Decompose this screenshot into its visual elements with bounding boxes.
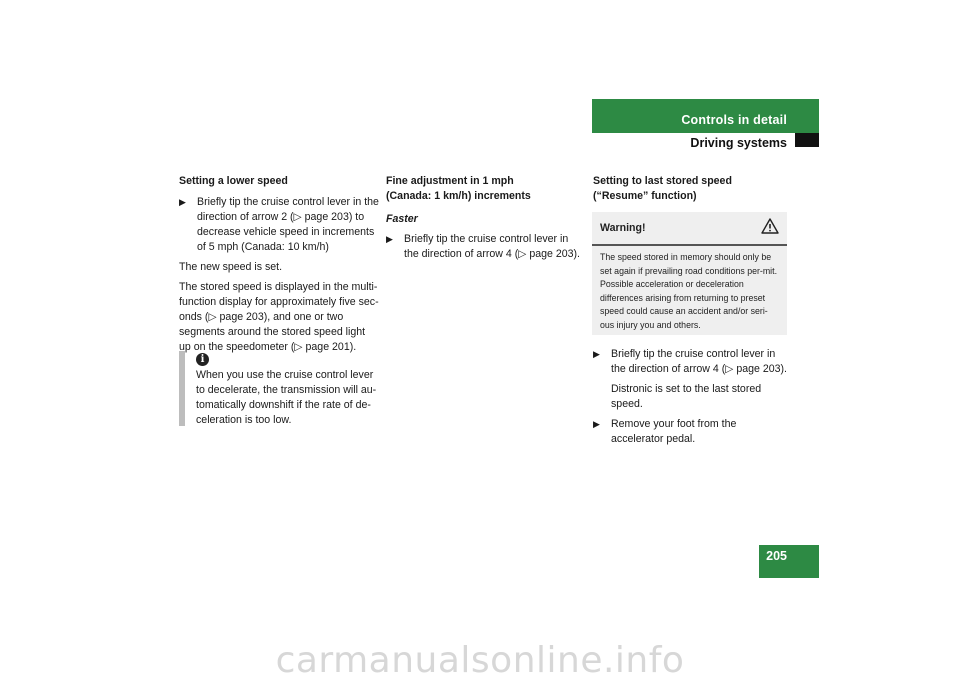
section-header-bar [592, 99, 819, 133]
paragraph: The new speed is set. [179, 261, 283, 273]
heading-resume: Setting to last stored speed (“Resume” function) [593, 175, 732, 202]
instruction-step [386, 232, 580, 262]
bullet-arrow-icon: ▶ [593, 419, 600, 429]
warning-box [592, 212, 787, 335]
subheading-faster: Faster [386, 213, 418, 225]
info-text: When you use the cruise control lever to decelerate, the transmission will au-tomatically downshift if the rate of de-celeration is too low. [196, 369, 377, 426]
heading-line: Fine adjustment in 1 mph [386, 175, 514, 187]
section-title: Controls in detail [681, 113, 787, 127]
instruction-step [593, 347, 788, 377]
warning-text: The speed stored in memory should only be set again if prevailing road conditions per-mit. Possible acceleration or deceleration differences arising from returning to preset speed could cause an accident and/or seri-ous injury you and others. [600, 252, 778, 330]
warning-label: Warning! [600, 222, 646, 234]
watermark: carmanualsonline.info [275, 640, 685, 681]
subsection-title: Driving systems [690, 136, 787, 150]
heading-line: (Canada: 1 km/h) increments [386, 190, 531, 202]
column-middle [386, 174, 580, 267]
page-number-box [759, 545, 819, 578]
instruction-text: Briefly tip the cruise control lever in the direction of arrow 2 (▷ page 203) to decrease vehicle speed in increments of 5 mph (Canada: 10 km/h) [197, 196, 379, 253]
column-right [593, 174, 788, 210]
instruction-text: Remove your foot from the accelerator pedal. [611, 418, 737, 445]
info-note [179, 351, 379, 426]
heading-lower-speed: Setting a lower speed [179, 175, 288, 187]
heading-fine-adjustment [386, 174, 580, 204]
column-right-steps [593, 347, 788, 452]
bullet-arrow-icon: ▶ [593, 349, 600, 359]
instruction-text: Briefly tip the cruise control lever in the direction of arrow 4 (▷ page 203). [611, 348, 787, 375]
info-icon: i [196, 353, 209, 366]
instruction-step [593, 417, 788, 447]
column-left [179, 174, 379, 360]
bullet-arrow-icon: ▶ [386, 234, 393, 244]
instruction-step [179, 195, 379, 255]
paragraph: The stored speed is displayed in the multi-function display for approximately five sec-onds (▷ page 203), and one or two segments around the stored speed light up on the speedometer (▷ page 201). [179, 281, 379, 353]
instruction-text: Briefly tip the cruise control lever in the direction of arrow 4 (▷ page 203). [404, 233, 580, 260]
header-marker [795, 133, 819, 147]
warning-triangle-icon [761, 218, 779, 239]
bullet-arrow-icon: ▶ [179, 197, 186, 207]
result-text: Distronic is set to the last stored speed. [611, 383, 762, 410]
page-number: 205 [766, 549, 787, 563]
warning-header [592, 212, 787, 246]
